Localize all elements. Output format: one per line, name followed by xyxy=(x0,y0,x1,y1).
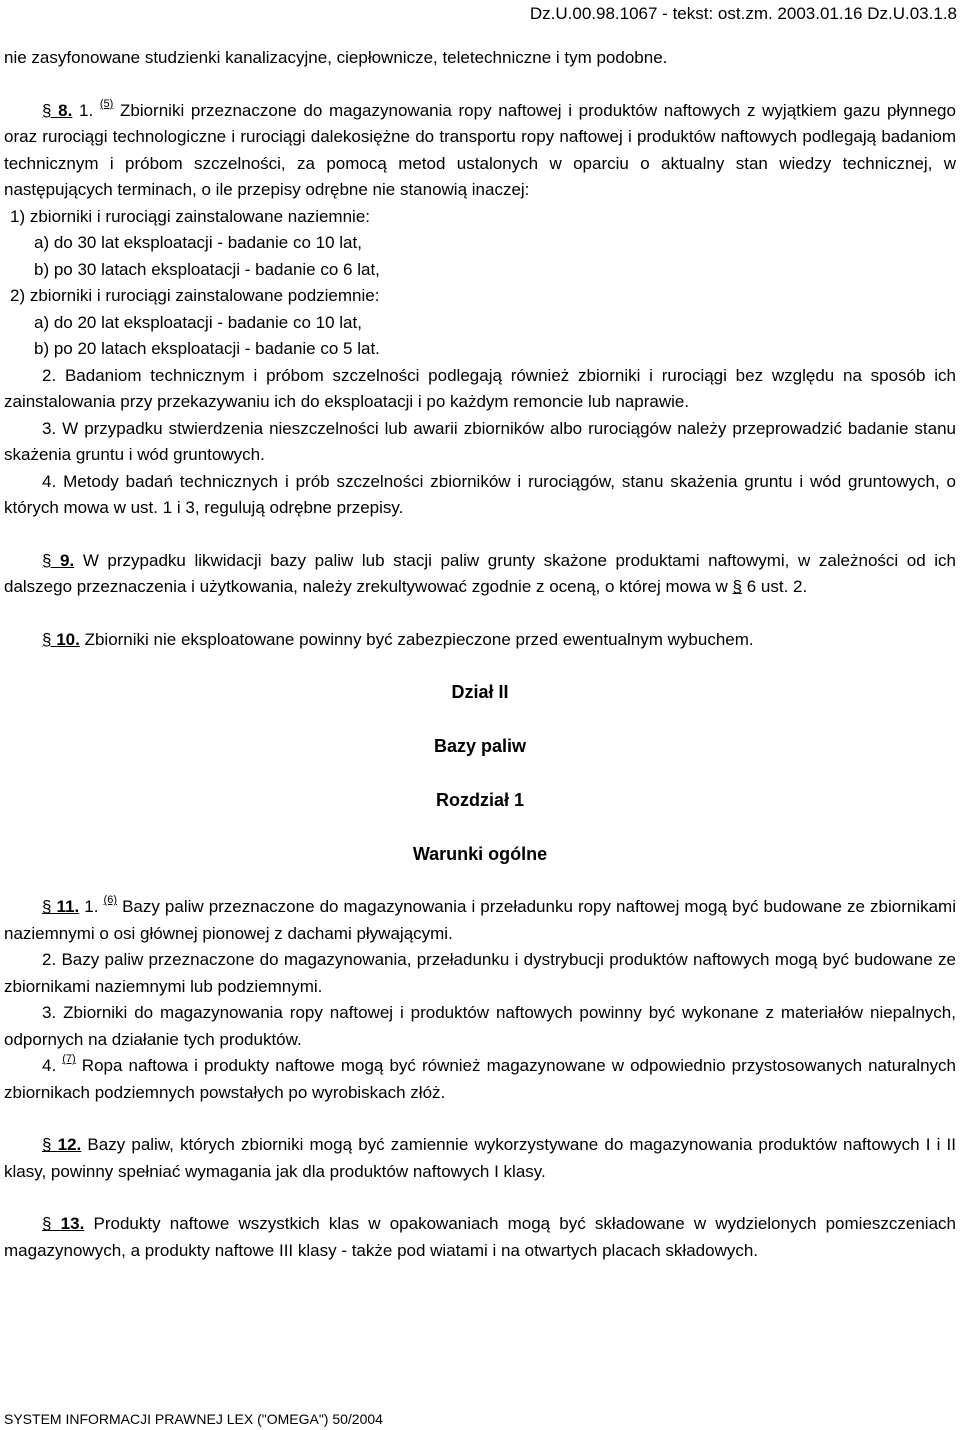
section-13 xyxy=(4,1211,956,1264)
list-item-1: 1) zbiorniki i rurociągi zainstalowane naziemnie: xyxy=(10,206,371,226)
section-9 xyxy=(4,548,956,601)
chapter-title: Rozdział 1 xyxy=(435,790,524,810)
paragraph-number: 4. xyxy=(42,1056,57,1075)
section-text: Bazy paliw, których zbiorniki mogą być zamiennie wykorzystywane do magazynowania produktów naftowych I i II klasy, powinny spełniać wymagania jak dla produktów naftowych I klasy. xyxy=(4,1135,956,1181)
chapter-name: Warunki ogólne xyxy=(412,844,548,864)
paragraph-text: Bazy paliw przeznaczone do magazynowania i przeładunku ropy naftowej mogą być budowane ze zbiornikami naziemnymi o osi głównej pionowej z dachami pływającymi. xyxy=(4,897,956,943)
paragraph-text: Bazy paliw przeznaczone do magazynowania, przeładunku i dystrybucji produktów naftowych mogą być budowane ze zbiornikami naziemnymi lub podziemnymi. xyxy=(4,950,956,996)
list-item-2: 2) zbiorniki i rurociągi zainstalowane podziemnie: xyxy=(10,286,380,305)
footnote-7-link[interactable]: (7) xyxy=(62,1053,76,1066)
paragraph-text: W przypadku stwierdzenia nieszczelności lub awarii zbiorników albo rurociągów należy przeprowadzić badanie stanu skażenia gruntu i wód gruntowych. xyxy=(4,418,956,464)
paragraph-text: Zbiorniki przeznaczone do magazynowania ropy naftowej i produktów naftowych z wyjątkiem gazu płynnego oraz rurociągi technologiczne i rurociągi dalekosiężne do transportu ropy naftowej i produktów naftowych podlegają badaniom technicznym i próbom szczelności, za pomocą metod ustalonych w oparciu o aktualny stan wiedzy technicznej, w następujących terminach, o ile przepisy odrębne nie stanowią inaczej: xyxy=(4,100,956,199)
list-item-2a: a) do 20 lat eksploatacji - badanie co 10 lat, xyxy=(34,312,362,332)
section-12-link[interactable]: § 12. xyxy=(42,1135,82,1154)
footnote-6-link[interactable]: (6) xyxy=(103,894,117,907)
document-citation-header: Dz.U.00.98.1067 - tekst: ost.zm. 2003.01.16 Dz.U.03.1.8 xyxy=(529,4,957,23)
paragraph-text: Zbiorniki do magazynowania ropy naftowej i produktów naftowych powinny być wykonane z materiałów niepalnych, odpornych na działanie tych produktów. xyxy=(4,1003,956,1049)
section-11-paragraph-3 xyxy=(4,1000,956,1053)
section-10-link[interactable]: § 10. xyxy=(42,629,80,649)
section-11-paragraph-1 xyxy=(4,894,956,947)
section-8-paragraph-4 xyxy=(4,469,956,522)
footnote-5-link[interactable]: (5) xyxy=(99,97,114,110)
section-8-link[interactable]: § 8. xyxy=(42,100,73,120)
section-11-link[interactable]: § 11. xyxy=(42,897,80,916)
paragraph-number: 3. xyxy=(42,1003,57,1022)
section-6-reference-link[interactable]: § xyxy=(732,577,743,596)
section-11-paragraph-2 xyxy=(4,947,956,1000)
section-8-paragraph-3 xyxy=(4,416,956,469)
paragraph-number: 4. xyxy=(42,471,57,491)
list-item-1b: b) po 30 latach eksploatacji - badanie co 6 lat, xyxy=(34,259,380,279)
paragraph-text: Badaniom technicznym i próbom szczelności podlegają również zbiorniki i rurociągi bez względu na sposób ich zainstalowania przy przekazywaniu ich do eksploatacji i po każdym remoncie lub naprawie. xyxy=(4,365,956,411)
section-text: W przypadku likwidacji bazy paliw lub stacji paliw grunty skażone produktami naftowymi, w zależności od ich dalszego przeznaczenia i użytkowania, należy zrekultywować zgodnie z oceną, o której mowa w xyxy=(4,550,956,596)
paragraph-text: Metody badań technicznych i prób szczelności zbiorników i rurociągów, stanu skażenia gruntu i wód gruntowych, o których mowa w ust. 1 i 3, regulują odrębne przepisy. xyxy=(4,471,956,517)
paragraph-number: 1. xyxy=(79,100,94,120)
document-body xyxy=(4,45,956,1264)
division-name: Bazy paliw xyxy=(433,736,527,756)
section-text: Zbiorniki nie eksploatowane powinny być zabezpieczone przed ewentualnym wybuchem. xyxy=(84,629,754,649)
document-footer: SYSTEM INFORMACJI PRAWNEJ LEX ("OMEGA") 50/2004 xyxy=(4,1411,383,1427)
section-13-link[interactable]: § 13. xyxy=(42,1214,85,1233)
section-8-paragraph-2 xyxy=(4,363,956,416)
list-item-1a: a) do 30 lat eksploatacji - badanie co 10 lat, xyxy=(34,233,362,252)
section-text-end: 6 ust. 2. xyxy=(746,577,808,596)
paragraph-number: 3. xyxy=(42,418,57,438)
intro-line: nie zasyfonowane studzienki kanalizacyjne, ciepłownicze, teletechniczne i tym podobne. xyxy=(4,48,668,67)
section-10 xyxy=(4,627,956,654)
division-title: Dział II xyxy=(451,682,509,702)
paragraph-number: 1. xyxy=(84,897,99,916)
section-text: Produkty naftowe wszystkich klas w opakowaniach mogą być składowane w wydzielonych pomieszczeniach magazynowych, a produkty naftowe III klasy - także pod wiatami i na otwartych placach składowych. xyxy=(4,1214,956,1260)
paragraph-number: 2. xyxy=(42,365,57,385)
section-12 xyxy=(4,1132,956,1185)
paragraph-number: 2. xyxy=(42,950,57,969)
paragraph-text: Ropa naftowa i produkty naftowe mogą być również magazynowane w odpowiednio przystosowanych naturalnych zbiornikach podziemnych powstałych po wyrobiskach złóż. xyxy=(4,1056,956,1102)
section-9-link[interactable]: § 9. xyxy=(42,550,75,570)
section-8-paragraph-1 xyxy=(4,98,956,204)
section-11-paragraph-4 xyxy=(4,1053,956,1106)
list-item-2b: b) po 20 latach eksploatacji - badanie co 5 lat. xyxy=(34,339,380,358)
